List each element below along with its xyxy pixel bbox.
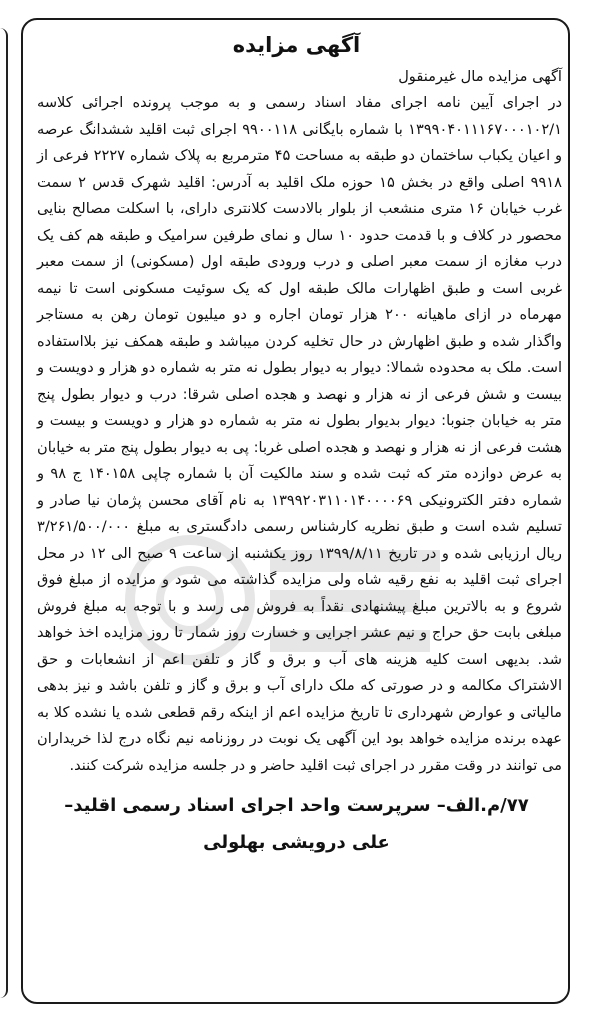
adjacent-column-border xyxy=(0,28,8,998)
auction-notice xyxy=(31,30,562,861)
notice-subtitle: آگهی مزایده مال غیرمنقول xyxy=(398,68,562,85)
notice-signature-line: ۷۷/م.الف– سرپرست واحد اجرای اسناد رسمی اقلید– xyxy=(64,795,529,816)
notice-title: آگهی مزایده xyxy=(232,33,361,57)
notice-signatory-name: علی درویشی بهلولی xyxy=(203,832,390,853)
notice-body: در اجرای آیین نامه اجرای مفاد اسناد رسمی و به موجب پرونده اجرائی کلاسه ۱۳۹۹۰۴۰۱۱۱۶۷۰۰۰۱۰۲/۱ با شماره بایگانی ۹۹۰۰۱۱۸ اجرای ثبت اقلید ششدانگ عرصه و اعیان یکباب ساختمان دو طبقه به مساحت ۴۵ مترمربع به پلاک شماره ۲۲۲۷ فرعی از ۹۹۱۸ اصلی واقع در بخش ۱۵ حوزه ملک اقلید به آدرس: اقلید شهرک قدس ۲ سمت غرب خیابان ۱۶ متری منشعب از بلوار بالادست کلانتری دارای، با اسکلت مصالح بنایی محصور در کلاف و با قدمت حدود ۱۰ سال و نمای طرفین سرامیک و طبقه هم کف یک درب مغازه از سمت معبر اصلی و درب ورودی طبقه اول (مسکونی) از سمت معبر غربی است و طبق اظهارات مالک طبقه اول که یک سوئیت مسکونی است تا نیمه مهرماه در ازای ماهیانه ۲۰۰ هزار تومان اجاره و دو میلیون تومان رهن به مستاجر واگذار شده و طبق اظهارش در حال تخلیه کردن میباشد و طبقه همکف نیز بلااستفاده است. ملک به محدوده شمالا: دیوار به دیوار بطول نه متر به شماره دو هزار و دویست و بیست و شش فرعی از نه هزار و نهصد و هجده اصلی شرقا: درب و دیوار بطول پنج متر به خیابان جنوبا: دیوار بدیوار بطول نه متر به شماره دو هزار و دویست و بیست و هشت فرعی از نه هزار و نهصد و هجده اصلی غربا: پی به دیوار بطول پنج متر به خیابان به عرض دوازده متر که ثبت شده و سند مالکیت آن با شماره چاپی ۱۴۰۱۵۸ ج ۹۸ و شماره دفتر الکترونیکی ۱۳۹۹۲۰۳۱۱۰۱۴۰۰۰۰۶۹ به نام آقای محسن پژمان نیا صادر و تسلیم شده است و طبق نظریه کارشناس رسمی دادگستری به مبلغ ۳/۲۶۱/۵۰۰/۰۰۰ ریال ارزیابی شده و در تاریخ ۱۳۹۹/۸/۱۱ روز یکشنبه از ساعت ۹ صبح الی ۱۲ در محل اجرای ثبت اقلید به نفع رقیه شاه ولی مزایده گذاشته می شود و مزایده از مبلغ فوق شروع و به بالاترین مبلغ پیشنهادی نقداً به فروش می رسد و با توجه به مبلغ فروش مبلغی بابت حق حراج و نیم عشر اجرایی و خسارت روز شمار تا روز مزایده اخذ خواهد شد. بدیهی است کلیه هزینه های آب و برق و گاز و تلفن اعم از انشعابات و حق الاشتراک مکالمه و در صورتی که ملک دارای آب و برق و گاز و تلفن باشد و نیز بدهی مالیاتی و عوارض شهرداری تا تاریخ مزایده اعم از اینکه رقم قطعی شده یا نشده کلا به عهده برنده مزایده خواهد بود این آگهی یک نوبت در روزنامه نیم نگاه درج لذا خریداران می توانند در وقت مقرر در اجرای ثبت اقلید حاضر و در جلسه مزایده شرکت کنند. xyxy=(37,94,562,774)
